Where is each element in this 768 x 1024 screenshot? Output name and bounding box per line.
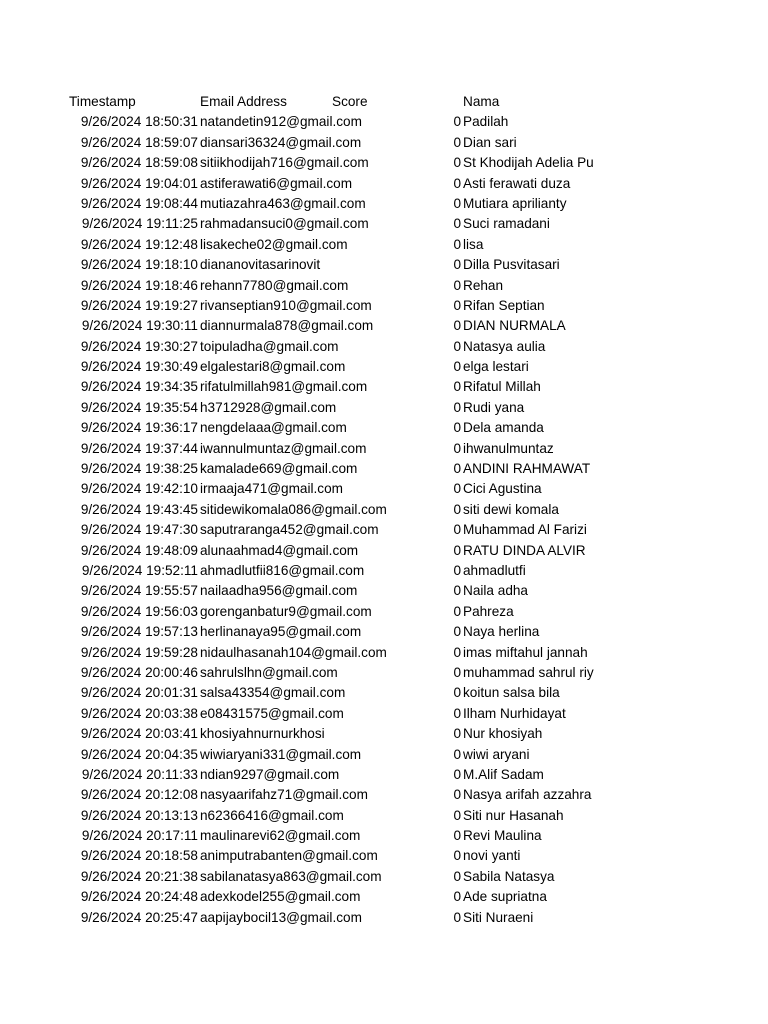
timestamp-cell: 9/26/2024 19:42:10	[80, 481, 198, 497]
score-cell: 0	[453, 440, 461, 456]
timestamp-cell: 9/26/2024 20:04:35	[80, 746, 198, 762]
email-cell: nengdelaaa@gmail.com	[200, 420, 347, 436]
timestamp-cell: 9/26/2024 20:18:58	[80, 848, 198, 864]
email-cell: rehann7780@gmail.com	[200, 277, 349, 293]
email-cell: sitidewikomala086@gmail.com	[200, 501, 387, 517]
nama-cell: Rehan	[463, 277, 504, 293]
score-cell: 0	[453, 399, 461, 415]
table-row	[0, 887, 768, 907]
timestamp-cell: 9/26/2024 18:50:31	[80, 114, 198, 130]
table-row	[0, 357, 768, 377]
table-row	[0, 398, 768, 418]
timestamp-cell: 9/26/2024 19:55:57	[80, 583, 198, 599]
email-cell: e08431575@gmail.com	[200, 705, 344, 721]
email-cell: wiwiaryani331@gmail.com	[200, 746, 362, 762]
score-cell: 0	[453, 501, 461, 517]
email-cell: kamalade669@gmail.com	[200, 461, 358, 477]
nama-cell: Rudi yana	[463, 399, 525, 415]
table-row	[0, 826, 768, 846]
table-row	[0, 683, 768, 703]
timestamp-cell: 9/26/2024 20:12:08	[80, 787, 198, 803]
nama-cell: wiwi aryani	[463, 746, 530, 762]
score-cell: 0	[453, 746, 461, 762]
nama-cell: Rifan Septian	[463, 297, 545, 313]
table-row	[0, 153, 768, 173]
score-cell: 0	[453, 664, 461, 680]
timestamp-cell: 9/26/2024 19:12:48	[80, 236, 198, 252]
table-row	[0, 541, 768, 561]
table-row	[0, 439, 768, 459]
nama-cell: Nasya arifah azzahra	[463, 787, 592, 803]
table-row	[0, 194, 768, 214]
timestamp-cell: 9/26/2024 19:36:17	[80, 420, 198, 436]
score-cell: 0	[453, 726, 461, 742]
timestamp-cell: 9/26/2024 20:24:48	[80, 889, 198, 905]
score-cell: 0	[453, 461, 461, 477]
email-cell: n62366416@gmail.com	[200, 807, 344, 823]
nama-cell: Padilah	[463, 114, 509, 130]
table-row	[0, 377, 768, 397]
table-row	[0, 724, 768, 744]
nama-cell: Dela amanda	[463, 420, 544, 436]
email-cell: adexkodel255@gmail.com	[200, 889, 361, 905]
timestamp-cell: 9/26/2024 18:59:07	[80, 134, 198, 150]
email-cell: lisakeche02@gmail.com	[200, 236, 348, 252]
timestamp-cell: 9/26/2024 19:57:13	[80, 624, 198, 640]
nama-cell: Dilla Pusvitasari	[463, 257, 560, 273]
nama-cell: M.Alif Sadam	[463, 766, 544, 782]
table-row	[0, 602, 768, 622]
timestamp-cell: 9/26/2024 19:30:11	[81, 318, 198, 334]
nama-cell: ahmadlutfi	[463, 562, 526, 578]
nama-cell: Rifatul Millah	[463, 379, 541, 395]
email-cell: rivanseptian910@gmail.com	[200, 297, 372, 313]
table-row	[0, 337, 768, 357]
timestamp-cell: 9/26/2024 20:01:31	[80, 685, 198, 701]
timestamp-cell: 9/26/2024 19:34:35	[80, 379, 198, 395]
table-row	[0, 643, 768, 663]
score-cell: 0	[453, 236, 461, 252]
table-row	[0, 806, 768, 826]
nama-cell: Sabila Natasya	[463, 868, 555, 884]
table-row	[0, 214, 768, 234]
email-cell: aapijaybocil13@gmail.com	[200, 909, 362, 925]
timestamp-cell: 9/26/2024 19:59:28	[80, 644, 198, 660]
timestamp-cell: 9/26/2024 18:59:08	[80, 155, 198, 171]
nama-cell: Pahreza	[463, 603, 514, 619]
email-cell: diansari36324@gmail.com	[200, 134, 362, 150]
timestamp-cell: 9/26/2024 19:37:44	[80, 440, 198, 456]
email-cell: sabilanatasya863@gmail.com	[200, 868, 382, 884]
score-cell: 0	[453, 175, 461, 191]
timestamp-cell: 9/26/2024 19:30:27	[80, 338, 198, 354]
timestamp-cell: 9/26/2024 19:18:46	[80, 277, 198, 293]
timestamp-cell: 9/26/2024 20:03:38	[80, 705, 198, 721]
timestamp-cell: 9/26/2024 19:56:03	[80, 603, 198, 619]
email-cell: h3712928@gmail.com	[200, 399, 337, 415]
score-cell: 0	[453, 359, 461, 375]
email-cell: sahrulslhn@gmail.com	[200, 664, 338, 680]
nama-cell: Naya herlina	[463, 624, 540, 640]
email-cell: ahmadlutfii816@gmail.com	[200, 562, 365, 578]
score-cell: 0	[453, 379, 461, 395]
score-cell: 0	[453, 297, 461, 313]
email-cell: natandetin912@gmail.com	[200, 114, 362, 130]
table-row	[0, 765, 768, 785]
score-cell: 0	[453, 644, 461, 660]
score-cell: 0	[453, 766, 461, 782]
header-score: Score	[332, 94, 368, 109]
table-row	[0, 276, 768, 296]
nama-cell: Revi Maulina	[463, 828, 542, 844]
nama-cell: Suci ramadani	[463, 216, 550, 232]
nama-cell: Naila adha	[463, 583, 528, 599]
table-row	[0, 418, 768, 438]
email-cell: sitiikhodijah716@gmail.com	[200, 155, 369, 171]
email-cell: mutiazahra463@gmail.com	[200, 195, 366, 211]
timestamp-cell: 9/26/2024 19:52:11	[81, 562, 198, 578]
score-cell: 0	[453, 685, 461, 701]
table-row	[0, 561, 768, 581]
nama-cell: Ade supriatna	[463, 889, 547, 905]
timestamp-cell: 9/26/2024 19:19:27	[80, 297, 198, 313]
score-cell: 0	[453, 420, 461, 436]
nama-cell: DIAN NURMALA	[463, 318, 566, 334]
score-cell: 0	[453, 522, 461, 538]
header-row	[0, 92, 768, 112]
nama-cell: siti dewi komala	[463, 501, 559, 517]
email-cell: gorenganbatur9@gmail.com	[200, 603, 372, 619]
nama-cell: Cici Agustina	[463, 481, 542, 497]
email-cell: elgalestari8@gmail.com	[200, 359, 346, 375]
email-cell: salsa43354@gmail.com	[200, 685, 346, 701]
nama-cell: novi yanti	[463, 848, 521, 864]
nama-cell: Ilham Nurhidayat	[463, 705, 566, 721]
email-cell: rifatulmillah981@gmail.com	[200, 379, 368, 395]
table-row	[0, 704, 768, 724]
table-row	[0, 867, 768, 887]
timestamp-cell: 9/26/2024 19:47:30	[80, 522, 198, 538]
email-cell: ndian9297@gmail.com	[200, 766, 340, 782]
score-cell: 0	[453, 889, 461, 905]
table-row	[0, 745, 768, 765]
email-cell: irmaaja471@gmail.com	[200, 481, 343, 497]
timestamp-cell: 9/26/2024 19:04:01	[80, 175, 198, 191]
table-row	[0, 908, 768, 928]
table-row	[0, 133, 768, 153]
score-cell: 0	[453, 277, 461, 293]
timestamp-cell: 9/26/2024 19:35:54	[80, 399, 198, 415]
score-cell: 0	[453, 216, 461, 232]
nama-cell: Mutiara aprilianty	[463, 195, 567, 211]
score-cell: 0	[453, 868, 461, 884]
email-cell: animputrabanten@gmail.com	[200, 848, 378, 864]
timestamp-cell: 9/26/2024 20:25:47	[80, 909, 198, 925]
email-cell: nailaadha956@gmail.com	[200, 583, 358, 599]
email-cell: diannurmala878@gmail.com	[200, 318, 374, 334]
table-row	[0, 663, 768, 683]
score-cell: 0	[453, 705, 461, 721]
nama-cell: Nur khosiyah	[463, 726, 543, 742]
table-row	[0, 581, 768, 601]
email-cell: iwannulmuntaz@gmail.com	[200, 440, 367, 456]
email-cell: rahmadansuci0@gmail.com	[200, 216, 369, 232]
nama-cell: Siti Nuraeni	[463, 909, 534, 925]
nama-cell: Asti ferawati duza	[463, 175, 571, 191]
nama-cell: St Khodijah Adelia Pu	[463, 155, 594, 171]
score-cell: 0	[453, 624, 461, 640]
table-row	[0, 235, 768, 255]
nama-cell: ihwanulmuntaz	[463, 440, 554, 456]
score-cell: 0	[453, 909, 461, 925]
timestamp-cell: 9/26/2024 19:08:44	[80, 195, 198, 211]
timestamp-cell: 9/26/2024 20:17:11	[81, 828, 198, 844]
nama-cell: lisa	[463, 236, 484, 252]
timestamp-cell: 9/26/2024 19:18:10	[80, 257, 198, 273]
timestamp-cell: 9/26/2024 19:48:09	[80, 542, 198, 558]
nama-cell: imas miftahul jannah	[463, 644, 588, 660]
nama-cell: Muhammad Al Farizi	[463, 522, 587, 538]
table-row	[0, 316, 768, 336]
header-timestamp: Timestamp	[69, 94, 136, 109]
nama-cell: Dian sari	[463, 134, 517, 150]
score-cell: 0	[453, 481, 461, 497]
nama-cell: koitun salsa bila	[463, 685, 560, 701]
email-cell: khosiyahnurnurkhosi	[200, 726, 325, 742]
table-row	[0, 500, 768, 520]
timestamp-cell: 9/26/2024 19:30:49	[80, 359, 198, 375]
table-row	[0, 520, 768, 540]
nama-cell: Natasya aulia	[463, 338, 546, 354]
score-cell: 0	[453, 603, 461, 619]
email-cell: astiferawati6@gmail.com	[200, 175, 353, 191]
score-cell: 0	[453, 787, 461, 803]
nama-cell: elga lestari	[463, 359, 529, 375]
table-row	[0, 622, 768, 642]
score-cell: 0	[453, 848, 461, 864]
email-cell: herlinanaya95@gmail.com	[200, 624, 362, 640]
score-cell: 0	[453, 114, 461, 130]
nama-cell: RATU DINDA ALVIR	[463, 542, 586, 558]
score-cell: 0	[453, 828, 461, 844]
email-cell: maulinarevi62@gmail.com	[200, 828, 361, 844]
table-row	[0, 296, 768, 316]
score-cell: 0	[453, 807, 461, 823]
timestamp-cell: 9/26/2024 20:11:33	[81, 766, 198, 782]
nama-cell: muhammad sahrul riy	[463, 664, 594, 680]
table-row	[0, 174, 768, 194]
nama-cell: ANDINI RAHMAWAT	[463, 461, 591, 477]
table-row	[0, 112, 768, 132]
table-row	[0, 459, 768, 479]
timestamp-cell: 9/26/2024 20:00:46	[80, 664, 198, 680]
timestamp-cell: 9/26/2024 20:21:38	[80, 868, 198, 884]
table-row	[0, 846, 768, 866]
score-cell: 0	[453, 134, 461, 150]
score-cell: 0	[453, 583, 461, 599]
email-cell: nasyaarifahz71@gmail.com	[200, 787, 368, 803]
table-body	[0, 112, 768, 928]
email-cell: diananovitasarinovit	[200, 257, 321, 273]
score-cell: 0	[453, 155, 461, 171]
email-cell: toipuladha@gmail.com	[200, 338, 339, 354]
nama-cell: Siti nur Hasanah	[463, 807, 564, 823]
email-cell: nidaulhasanah104@gmail.com	[200, 644, 387, 660]
timestamp-cell: 9/26/2024 20:03:41	[80, 726, 198, 742]
score-cell: 0	[453, 257, 461, 273]
timestamp-cell: 9/26/2024 20:13:13	[80, 807, 198, 823]
timestamp-cell: 9/26/2024 19:38:25	[80, 461, 198, 477]
table-row	[0, 479, 768, 499]
timestamp-cell: 9/26/2024 19:43:45	[80, 501, 198, 517]
email-cell: saputraranga452@gmail.com	[200, 522, 379, 538]
score-cell: 0	[453, 195, 461, 211]
table-row	[0, 785, 768, 805]
score-cell: 0	[453, 562, 461, 578]
header-nama: Nama	[463, 94, 500, 109]
header-email: Email Address	[200, 94, 287, 109]
email-cell: alunaahmad4@gmail.com	[200, 542, 359, 558]
spreadsheet-table	[0, 92, 768, 928]
score-cell: 0	[453, 338, 461, 354]
table-row	[0, 255, 768, 275]
score-cell: 0	[453, 318, 461, 334]
timestamp-cell: 9/26/2024 19:11:25	[81, 216, 198, 232]
score-cell: 0	[453, 542, 461, 558]
